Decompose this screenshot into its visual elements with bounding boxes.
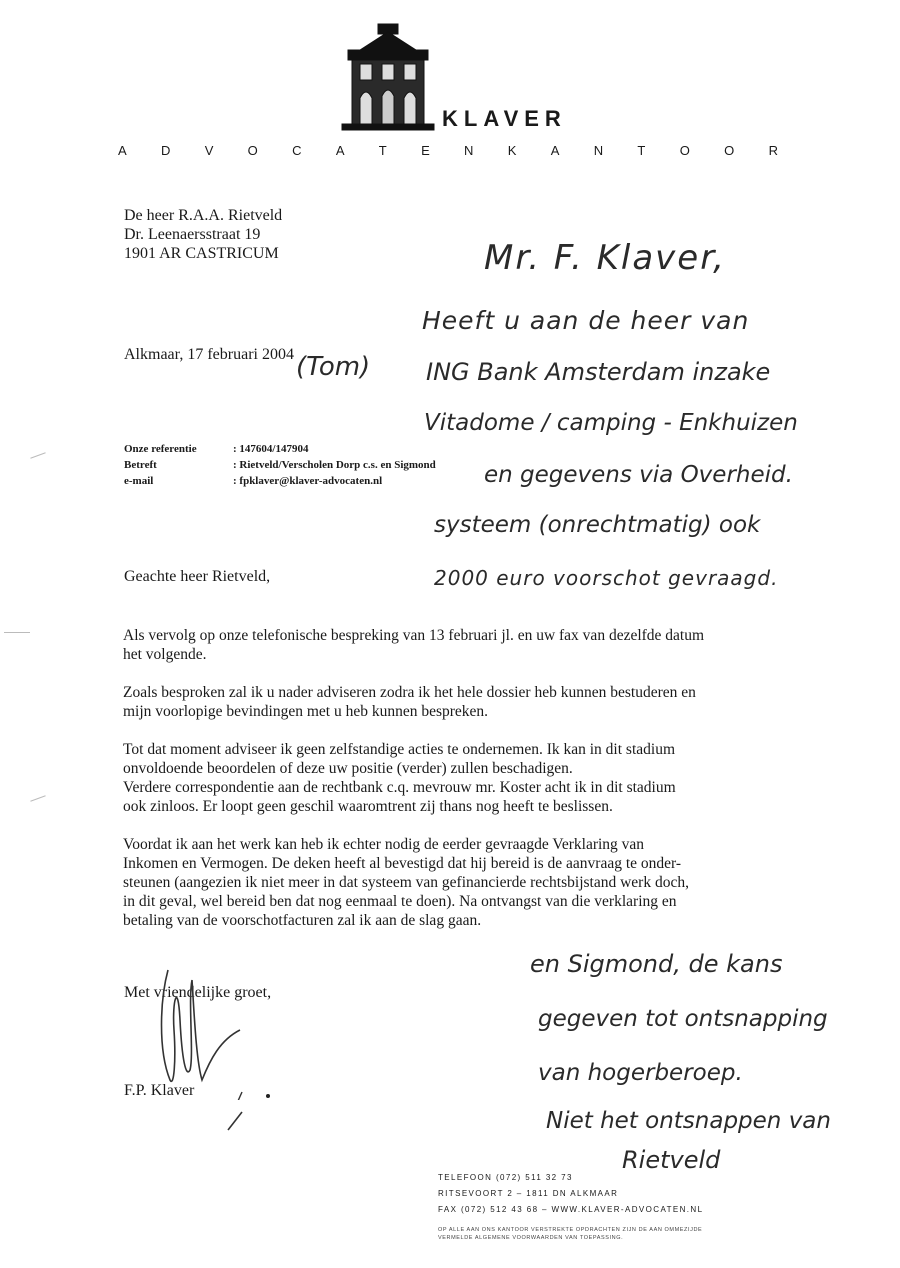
- tagline-letter: A: [335, 143, 345, 158]
- body-line: Verdere correspondentie aan de rechtbank c.q. mevrouw mr. Koster acht ik in dit stadium: [123, 779, 676, 796]
- footer-contact: [438, 1170, 703, 1218]
- body-line: Inkomen en Vermogen. De deken heeft al bevestigd dat hij bereid is de aanvraag te onder-: [123, 855, 682, 872]
- firm-name: KLAVER: [442, 106, 567, 131]
- body-line: Zoals besproken zal ik u nader adviseren zodra ik het hele dossier heb kunnen bestuderen en: [123, 684, 696, 701]
- salutation: Geachte heer Rietveld,: [124, 568, 271, 585]
- body-line: ook zinloos. Er loopt geen geschil waaromtrent zij thans nog heeft te beslissen.: [123, 798, 613, 815]
- terms-line: VERMELDE ALGEMENE VOORWAARDEN VAN TOEPASSING.: [438, 1235, 624, 1241]
- building-logo: [338, 20, 438, 132]
- pen-stroke: [226, 1108, 246, 1132]
- tagline-letter: E: [421, 143, 430, 158]
- paragraph: [123, 626, 759, 664]
- subject-value: : Rietveld/Verscholen Dorp c.s. en Sigmond: [233, 459, 436, 471]
- recipient-street: Dr. Leenaersstraat 19: [124, 226, 261, 243]
- tagline-letter: T: [637, 143, 646, 158]
- body-line: betaling van de voorschotfacturen zal ik aan de slag gaan.: [123, 912, 482, 929]
- handwritten-line: en gegevens via Overheid.: [484, 462, 793, 488]
- body-line: Voordat ik aan het werk kan heb ik echter nodig de eerder gevraagde Verklaring van: [123, 836, 645, 853]
- body-line: steunen (aangezien ik niet meer in dat systeem van gefinancierde rechtsbijstand werk doch,: [123, 874, 689, 891]
- tagline-letter: C: [292, 143, 302, 158]
- reference-block: [124, 441, 436, 489]
- terms-line: OP ALLE AAN ONS KANTOOR VERSTREKTE OPDRACHTEN ZIJN DE AAN OMMEZIJDE: [438, 1227, 703, 1233]
- tagline-letter: A: [118, 143, 127, 158]
- body-line: Als vervolg op onze telefonische bespreking van 13 februari jl. en uw fax van dezelfde datum: [123, 627, 705, 644]
- tagline-letter: T: [378, 143, 387, 158]
- tagline-letter: N: [464, 143, 474, 158]
- email-label: e-mail: [124, 475, 154, 487]
- body-line: mijn voorlopige bevindingen met u heb kunnen bespreken.: [123, 703, 489, 720]
- recipient-address: [124, 206, 282, 263]
- tagline-letter: O: [679, 143, 690, 158]
- handwritten-line: Rietveld: [622, 1146, 721, 1174]
- footer-address: RITSEVOORT 2 – 1811 DN ALKMAAR: [438, 1189, 619, 1198]
- ref-label: Onze referentie: [124, 443, 197, 455]
- handwritten-line: gegeven tot ontsnapping: [538, 1006, 828, 1032]
- body-line: in dit geval, wel bereid ben dat nog eenmaal te doen). Na ontvangst van die verklaring en: [123, 893, 677, 910]
- handwritten-line: systeem (onrechtmatig) ook: [434, 512, 761, 538]
- letter-body: [123, 626, 759, 949]
- margin-mark: [30, 452, 45, 458]
- email-value: : fpklaver@klaver-advocaten.nl: [233, 475, 383, 487]
- dot-mark: [266, 1094, 270, 1098]
- footer-fax-web: FAX (072) 512 43 68 – WWW.KLAVER-ADVOCATEN.NL: [438, 1205, 704, 1214]
- signatory-name: F.P. Klaver: [124, 1082, 195, 1099]
- body-line: onvoldoende beoordelen of deze uw positie (verder) zullen beschadigen.: [123, 760, 573, 777]
- margin-mark: [30, 795, 45, 801]
- recipient-name: De heer R.A.A. Rietveld: [124, 207, 283, 224]
- firm-tagline: [118, 143, 778, 158]
- handwritten-line: Vitadome / camping - Enkhuizen: [424, 410, 798, 436]
- tagline-letter: D: [160, 143, 171, 158]
- handwritten-tom: (Tom): [296, 352, 371, 382]
- tagline-letter: O: [247, 143, 258, 158]
- body-line: het volgende.: [123, 646, 207, 663]
- handwritten-line: en Sigmond, de kans: [530, 950, 783, 978]
- tagline-letter: O: [724, 143, 735, 158]
- handwritten-line: Heeft u aan de heer van: [422, 306, 750, 335]
- handwritten-addressee: Mr. F. Klaver,: [484, 238, 726, 278]
- handwritten-line: van hogerberoep.: [538, 1060, 743, 1086]
- paragraph: [123, 740, 759, 816]
- tagline-letter: A: [550, 143, 560, 158]
- signature-scribble: [150, 960, 260, 1100]
- paragraph: [123, 683, 759, 721]
- subject-label: Betreft: [124, 459, 157, 471]
- footer-terms: [438, 1226, 702, 1242]
- closing: Met vriendelijke groet,: [124, 984, 272, 1001]
- footer-phone: TELEFOON (072) 511 32 73: [438, 1173, 573, 1182]
- body-line: Tot dat moment adviseer ik geen zelfstandige acties te ondernemen. Ik kan in dit stadium: [123, 741, 676, 758]
- handwritten-line: Niet het ontsnappen van: [546, 1108, 831, 1134]
- place-date: Alkmaar, 17 februari 2004: [124, 346, 294, 363]
- tagline-letter: V: [204, 143, 214, 158]
- tagline-letter: N: [593, 143, 604, 158]
- paragraph: [123, 835, 759, 930]
- handwritten-line: 2000 euro voorschot gevraagd.: [434, 566, 779, 590]
- margin-mark: [4, 632, 30, 633]
- ref-value: : 147604/147904: [233, 443, 309, 455]
- tagline-letter: R: [768, 143, 778, 158]
- tagline-letter: K: [507, 143, 517, 158]
- recipient-city: 1901 AR CASTRICUM: [124, 245, 279, 262]
- handwritten-line: ING Bank Amsterdam inzake: [426, 358, 771, 386]
